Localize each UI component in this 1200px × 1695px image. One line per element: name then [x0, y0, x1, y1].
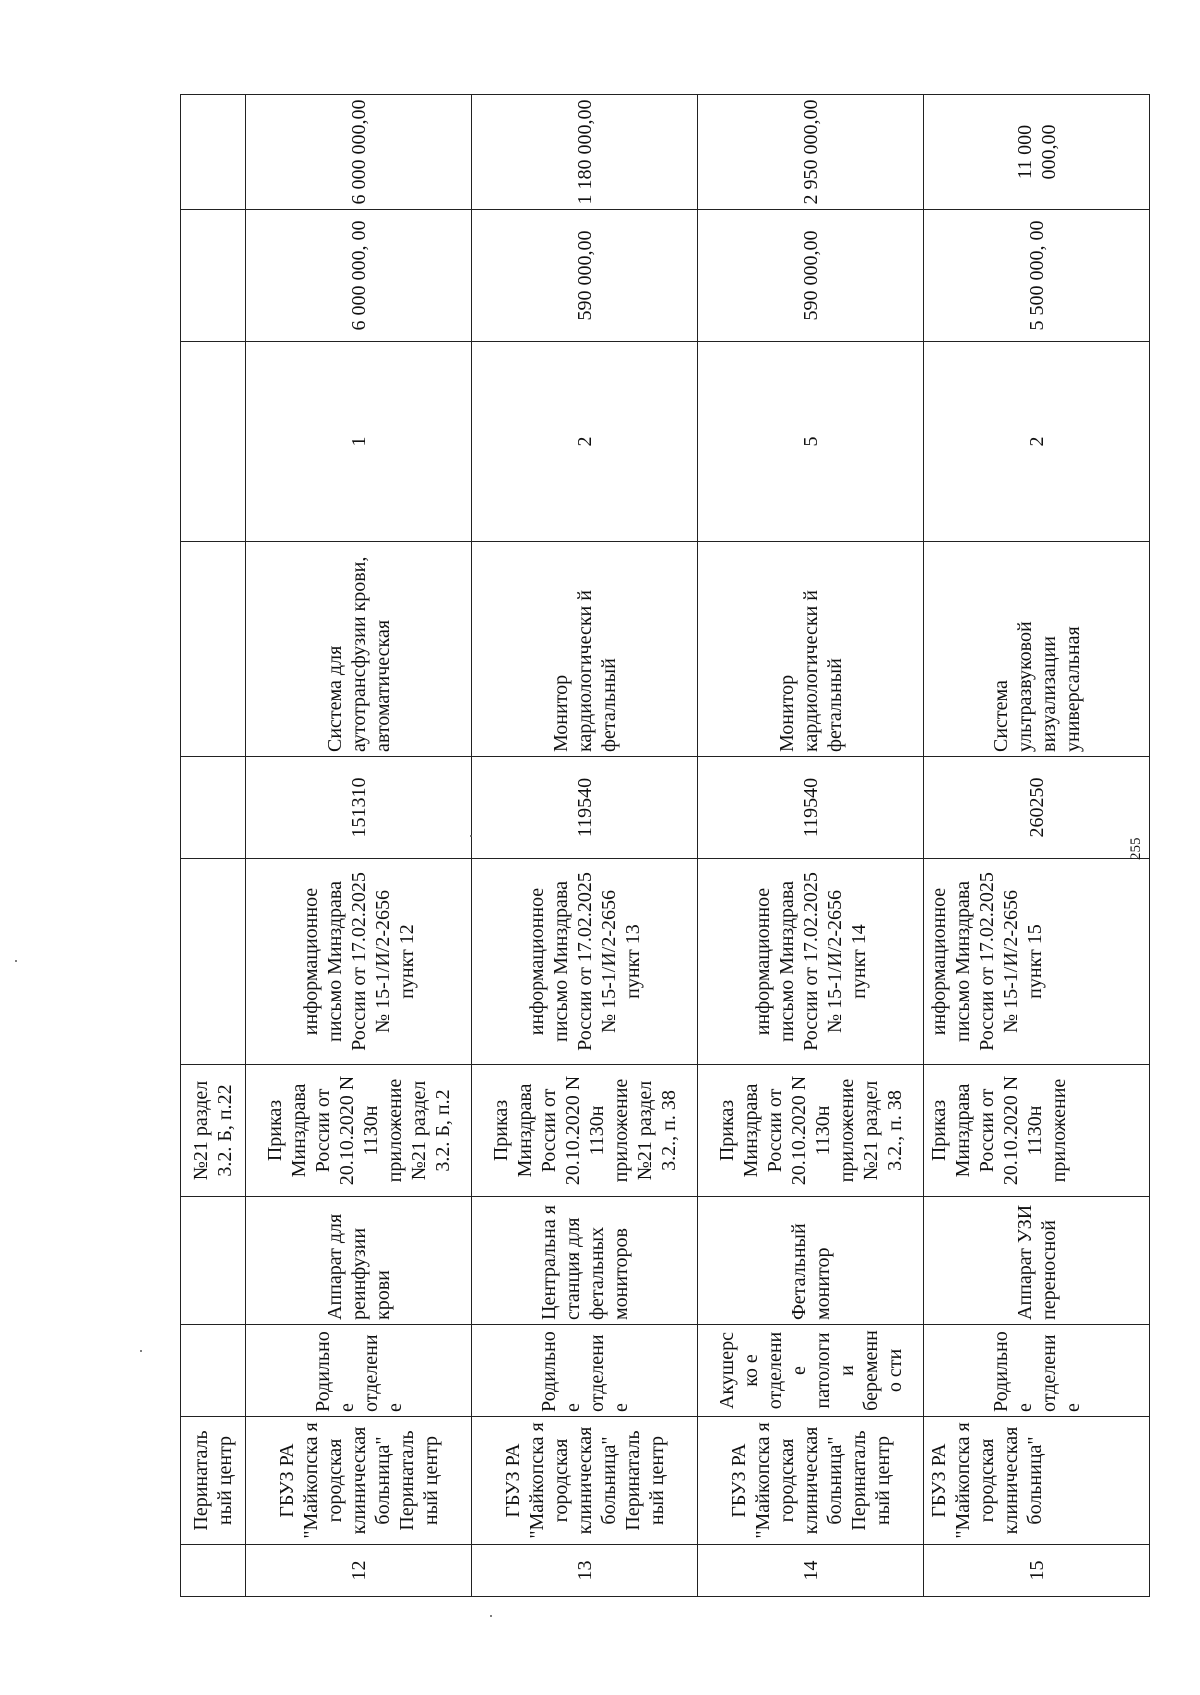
- header-name-cell: [181, 542, 246, 757]
- quantity-cell: 2: [472, 342, 698, 542]
- department-cell: Акушерско е отделение патологии беременно сти: [698, 1325, 924, 1417]
- row-number: 13: [472, 1545, 698, 1597]
- code-cell: 119540: [472, 757, 698, 859]
- order-reference-cell: Приказ Минздрава России от 20.10.2020 N 1130н приложение: [924, 1065, 1150, 1197]
- header-equipment-cell: [181, 1197, 246, 1325]
- ministry-letter-cell: информационное письмо Минздрава России от 17.02.2025 № 15-1/И/2-2656 пункт 15: [924, 859, 1150, 1065]
- equipment-cell: Аппарат УЗИ переносной: [924, 1197, 1150, 1325]
- organization-cell: ГБУЗ РА "Майкопска я городская клиническая больница" Перинаталь ный центр: [246, 1417, 472, 1545]
- header-price-cell: [181, 210, 246, 342]
- total-cost-cell: 1 180 000,00: [472, 95, 698, 210]
- table-row: [924, 95, 1150, 1597]
- code-cell: 260250: [924, 757, 1150, 859]
- equipment-table: [180, 94, 1150, 1597]
- header-dept-cell: [181, 1325, 246, 1417]
- quantity-cell: 1: [246, 342, 472, 542]
- unit-price-cell: 590 000,00: [698, 210, 924, 342]
- quantity-cell: 2: [924, 342, 1150, 542]
- order-reference-cell: Приказ Минздрава России от 20.10.2020 N 1130н приложение №21 раздел 3.2., п. 38: [698, 1065, 924, 1197]
- ministry-letter-cell: информационное письмо Минздрава России от 17.02.2025 № 15-1/И/2-2656 пункт 12: [246, 859, 472, 1065]
- table-row: [698, 95, 924, 1597]
- scan-speck: [470, 835, 472, 837]
- department-cell: Родильное отделение: [924, 1325, 1150, 1417]
- page-number: 255: [1128, 837, 1144, 860]
- organization-cell: ГБУЗ РА "Майкопска я городская клиническая больница" Перинаталь ный центр: [472, 1417, 698, 1545]
- total-cost-cell: 6 000 000,00: [246, 95, 472, 210]
- organization-cell: ГБУЗ РА "Майкопска я городская клиническая больница": [924, 1417, 1150, 1545]
- scan-speck: [490, 1615, 492, 1617]
- unit-price-cell: 6 000 000, 00: [246, 210, 472, 342]
- table-row: [246, 95, 472, 1597]
- header-qty-cell: [181, 342, 246, 542]
- rotated-table-sheet: [180, 95, 1135, 1597]
- code-cell: 151310: [246, 757, 472, 859]
- row-number: 12: [246, 1545, 472, 1597]
- ministry-letter-cell: информационное письмо Минздрава России от 17.02.2025 № 15-1/И/2-2656 пункт 14: [698, 859, 924, 1065]
- unit-price-cell: 590 000,00: [472, 210, 698, 342]
- ministry-letter-cell: информационное письмо Минздрава России от 17.02.2025 № 15-1/И/2-2656 пункт 13: [472, 859, 698, 1065]
- row-number: 14: [698, 1545, 924, 1597]
- header-num-cell: [181, 1545, 246, 1597]
- order-reference-cell: Приказ Минздрава России от 20.10.2020 N 1130н приложение №21 раздел 3.2., п. 38: [472, 1065, 698, 1197]
- header-code-cell: [181, 757, 246, 859]
- unit-price-cell: 5 500 000, 00: [924, 210, 1150, 342]
- organization-cell: ГБУЗ РА "Майкопска я городская клиническая больница" Перинаталь ный центр: [698, 1417, 924, 1545]
- total-cost-cell: 11 000 000,00: [924, 95, 1150, 210]
- header-letter-cell: [181, 859, 246, 1065]
- device-name-cell: Система для аутотрансфузии крови, автоматическая: [246, 542, 472, 757]
- department-cell: Родильное отделение: [246, 1325, 472, 1417]
- table-row: [472, 95, 698, 1597]
- department-cell: Родильное отделение: [472, 1325, 698, 1417]
- scan-speck: [140, 1350, 142, 1352]
- equipment-cell: Центральна я станция для фетальных мониторов: [472, 1197, 698, 1325]
- device-name-cell: Монитор кардиологически й фетальный: [472, 542, 698, 757]
- equipment-cell: Аппарат для реинфузии крови: [246, 1197, 472, 1325]
- header-total-cell: [181, 95, 246, 210]
- equipment-cell: Фетальный монитор: [698, 1197, 924, 1325]
- code-cell: 119540: [698, 757, 924, 859]
- order-reference-cell: Приказ Минздрава России от 20.10.2020 N 1130н приложение №21 раздел 3.2. Б, п.2: [246, 1065, 472, 1197]
- header-order-cell: №21 раздел 3.2. Б, п.22: [181, 1065, 246, 1197]
- row-number: 15: [924, 1545, 1150, 1597]
- scan-speck: [15, 960, 17, 962]
- table-header-row: [181, 95, 246, 1597]
- total-cost-cell: 2 950 000,00: [698, 95, 924, 210]
- device-name-cell: Монитор кардиологически й фетальный: [698, 542, 924, 757]
- quantity-cell: 5: [698, 342, 924, 542]
- device-name-cell: Система ультразвуковой визуализации универсальная: [924, 542, 1150, 757]
- header-org-cell: Перинаталь ный центр: [181, 1417, 246, 1545]
